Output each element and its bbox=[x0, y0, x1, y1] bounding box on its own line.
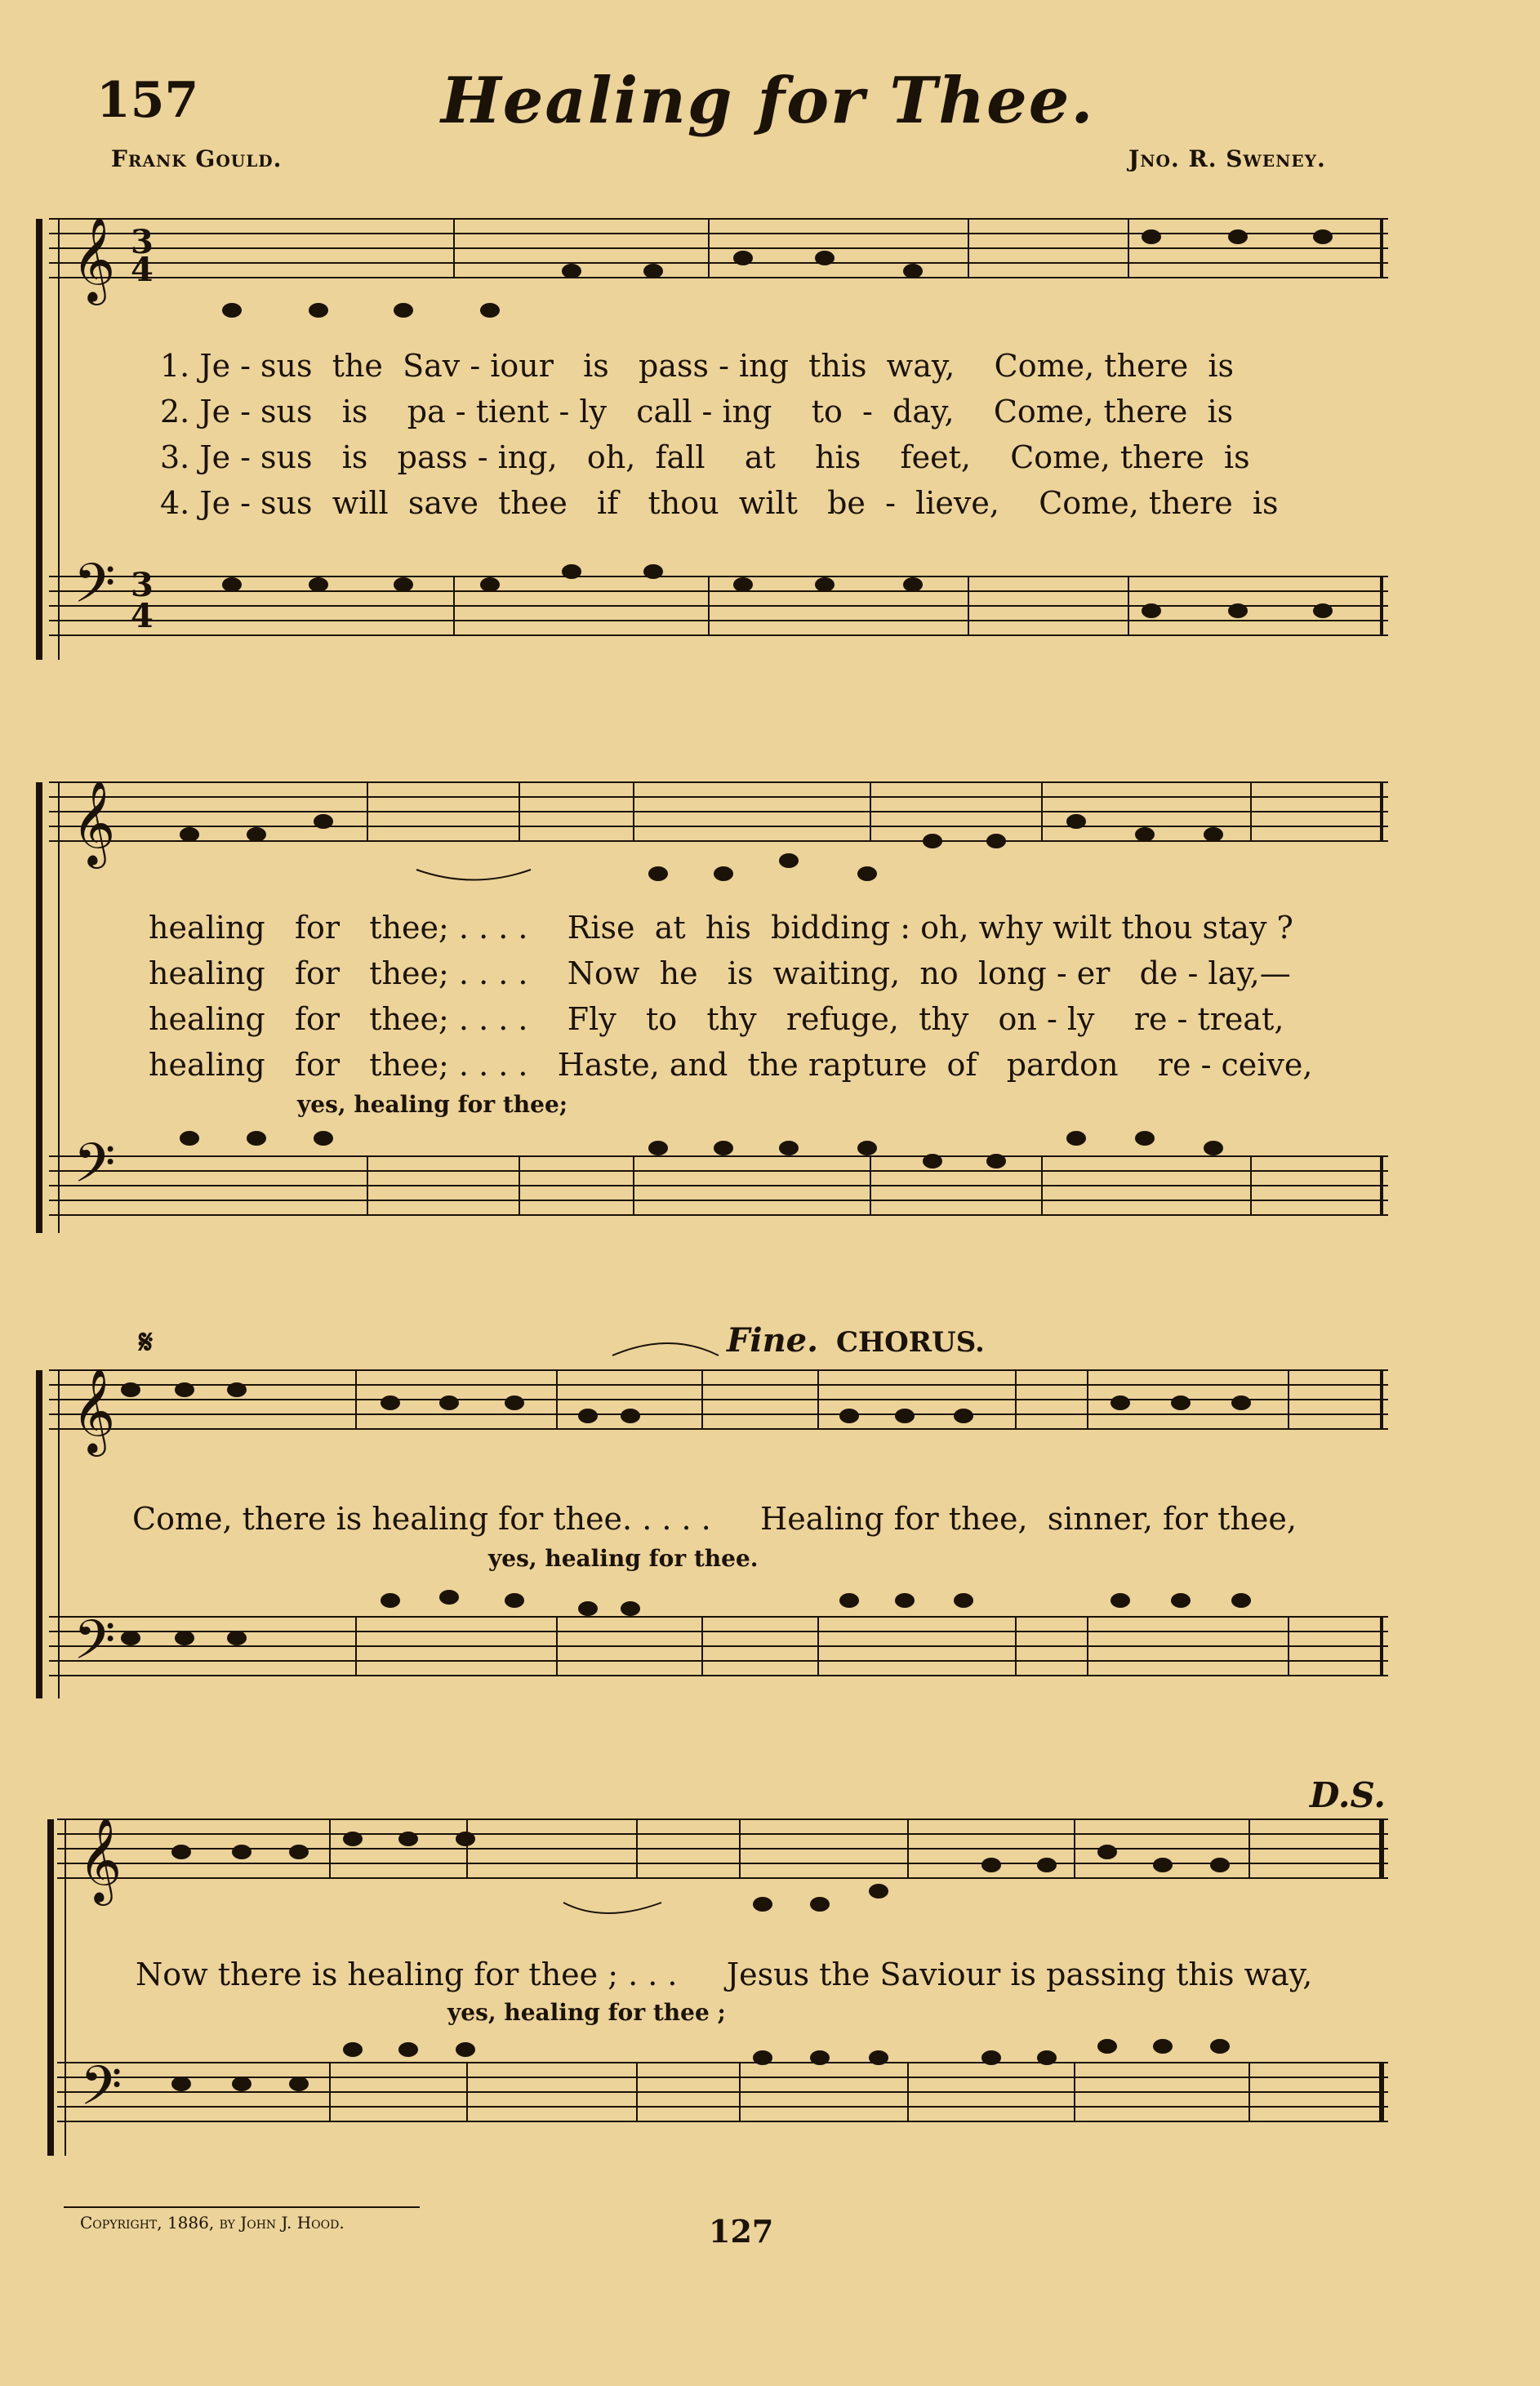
chorus-label: CHORUS. bbox=[836, 1326, 985, 1359]
hymn-title: Healing for Thee. bbox=[441, 64, 1095, 138]
svg-text:𝄞: 𝄞 bbox=[78, 1817, 122, 1903]
svg-text:𝄢: 𝄢 bbox=[80, 2054, 122, 2130]
verse-4-line-1: 4. Je - sus will save thee if thou wilt be - lieve, Come, there is bbox=[160, 485, 1279, 521]
verse-1-line-2: healing for thee; . . . . Rise at his bidding : oh, why wilt thou stay ? bbox=[149, 910, 1293, 946]
fine-marking: Fine. bbox=[727, 1321, 819, 1360]
svg-text:𝄢: 𝄢 bbox=[73, 1609, 116, 1685]
verse-2-line-2: healing for thee; . . . . Now he is waiting, no long - er de - lay,— bbox=[149, 955, 1291, 991]
verse-1-line-1: 1. Je - sus the Sav - iour is pass - ing this way, Come, there is bbox=[160, 348, 1235, 384]
final-line: Now there is healing for thee ; . . . Jesus the Saviour is passing this way, bbox=[136, 1956, 1313, 1992]
svg-text:3: 3 bbox=[131, 566, 154, 604]
copyright-notice: Copyright, 1886, by John J. Hood. bbox=[80, 2213, 345, 2232]
lyricist-credit: Frank Gould. bbox=[111, 145, 283, 172]
hymn-number: 157 bbox=[96, 72, 199, 129]
verse-2-line-1: 2. Je - sus is pa - tient - ly call - ing to - day, Come, there is bbox=[160, 394, 1234, 430]
svg-text:𝄞: 𝄞 bbox=[72, 216, 116, 302]
composer-credit: Jno. R. Sweney. bbox=[1128, 145, 1326, 172]
ds-marking: D.S. bbox=[1310, 1775, 1386, 1815]
svg-text:𝄢: 𝄢 bbox=[73, 1132, 116, 1208]
echo-response-3: yes, healing for thee ; bbox=[447, 1999, 726, 2026]
time-sig-top: 3 bbox=[131, 223, 154, 261]
svg-text:4: 4 bbox=[131, 597, 154, 635]
verse-4-line-2: healing for thee; . . . . Haste, and the rapture of pardon re - ceive, bbox=[149, 1047, 1313, 1083]
music-system-1 bbox=[0, 196, 1540, 670]
segno-sign: 𝄋 bbox=[139, 1323, 154, 1361]
svg-text:𝄞: 𝄞 bbox=[72, 1368, 116, 1453]
footer-rule bbox=[64, 2206, 420, 2208]
music-system-2 bbox=[0, 759, 1540, 1233]
svg-text:𝄞: 𝄞 bbox=[72, 780, 116, 866]
verse-3-line-2: healing for thee; . . . . Fly to thy refuge, thy on - ly re - treat, bbox=[149, 1001, 1284, 1037]
echo-response-1: yes, healing for thee; bbox=[297, 1091, 568, 1118]
page-number: 127 bbox=[709, 2213, 774, 2250]
echo-response-2: yes, healing for thee. bbox=[488, 1545, 759, 1572]
refrain-line: Come, there is healing for thee. . . . . Healing for thee, sinner, for thee, bbox=[132, 1501, 1297, 1537]
time-sig-bottom: 4 bbox=[131, 251, 154, 289]
svg-text:𝄢: 𝄢 bbox=[73, 552, 116, 628]
verse-3-line-1: 3. Je - sus is pass - ing, oh, fall at his feet, Come, there is bbox=[160, 439, 1250, 475]
